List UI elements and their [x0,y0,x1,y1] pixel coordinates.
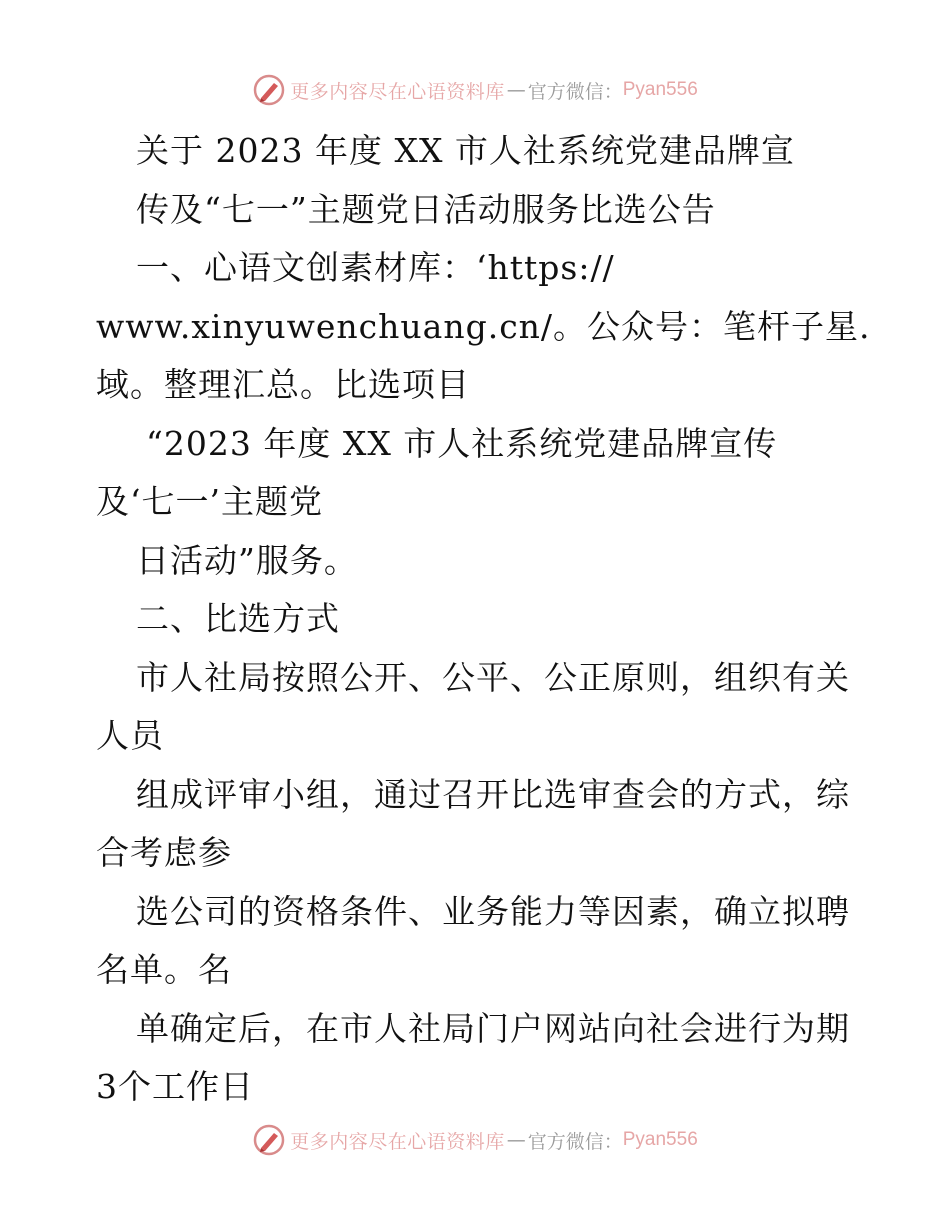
watermark-wechat-label: 官方微信： [527,1130,623,1153]
body-line: www.xinyuwenchuang.cn/。公众号：笔杆子星. [96,306,871,346]
pen-logo-icon [252,73,286,107]
footer-watermark [0,1120,950,1160]
body-line: 域。整理汇总。比选项目 [96,365,470,404]
watermark-separator: — [506,1129,526,1151]
body-line: 市人社局按照公开、公平、公正原则，组织有关 [136,657,850,697]
watermark-brand: 更多内容尽在心语资料库 [290,1130,505,1153]
title-line-2: 传及“七一”主题党日活动服务比选公告 [136,189,716,229]
section-one-heading: 一、心语文创素材库：‘https:// [136,248,615,287]
document-body [96,122,871,1117]
pen-logo-icon [252,1123,286,1157]
header-watermark [0,70,950,110]
watermark-wechat-id: Pyan556 [622,79,698,100]
watermark-wechat-label: 官方微信： [527,80,623,103]
body-line: 3个工作日 [96,1067,254,1106]
body-line: 合考虑参 [96,833,232,872]
title-line-1: 关于 2023 年度 XX 市人社系统党建品牌宣 [136,131,795,170]
body-line: 组成评审小组，通过召开比选审查会的方式，综 [136,774,850,814]
body-line: 人员 [96,716,164,755]
body-line: 日活动”服务。 [136,540,358,580]
body-line: 名单。名 [96,950,232,989]
watermark-wechat-id: Pyan556 [622,1129,698,1150]
body-line: 单确定后，在市人社局门户网站向社会进行为期 [136,1008,850,1048]
section-two-heading: 二、比选方式 [136,599,340,638]
body-line: “2023 年度 XX 市人社系统党建品牌宣传 [146,423,778,463]
watermark-separator: — [506,79,526,101]
body-line: 及‘七一’主题党 [96,482,323,521]
body-line: 选公司的资格条件、业务能力等因素，确立拟聘 [136,891,850,931]
watermark-brand: 更多内容尽在心语资料库 [290,80,505,103]
